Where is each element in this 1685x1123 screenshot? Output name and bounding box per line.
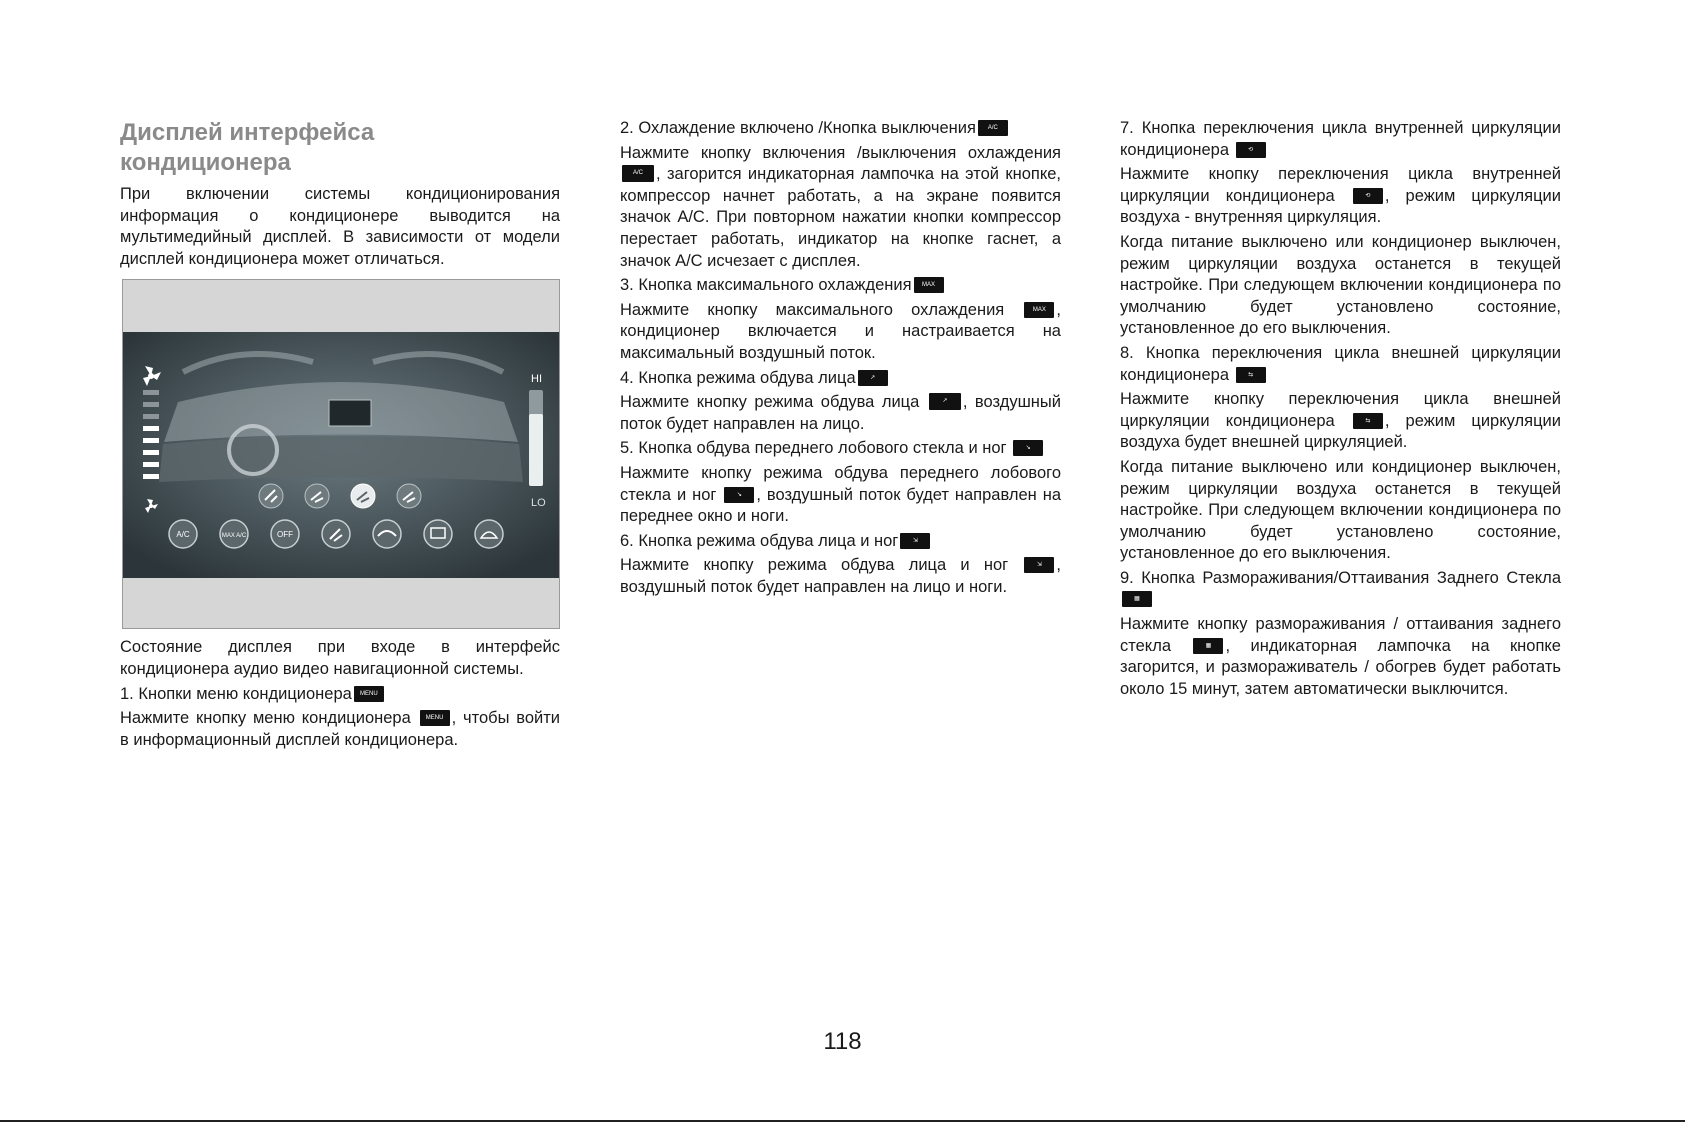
item-5-body: Нажмите кнопку режима обдува переднего лобового стекла и ног ↘ , воздушный поток будет направлен на переднее окно и ноги. <box>620 463 1061 526</box>
item-1-heading: 1. Кнопки меню кондиционера MENU <box>120 684 560 706</box>
item-7-body: Нажмите кнопку переключения цикла внутренней циркуляции кондиционера ⟲ , режим циркуляции воздуха - внутренняя циркуляция. <box>1120 165 1561 227</box>
face-feet-mode-button[interactable] <box>351 484 375 508</box>
windshield-feet-mode-button[interactable] <box>305 484 329 508</box>
rear-defrost-icon: ▦ <box>1122 591 1152 607</box>
max-ac-button-icon: MAX <box>914 277 944 293</box>
windshield-feet-mode-icon: ↘ <box>724 487 754 503</box>
left-column <box>120 118 560 754</box>
hvac-screenshot <box>122 279 560 629</box>
item-4-heading: 4. Кнопка режима обдува лица ↗ <box>620 368 1061 390</box>
item-7-heading: 7. Кнопка переключения цикла внутренней циркуляции кондиционера ⟲ <box>1120 119 1561 159</box>
ac-button-icon: A/C <box>978 120 1008 136</box>
face-feet-mode-icon: ⇲ <box>900 533 930 549</box>
outer-circulation-icon: ⇆ <box>1236 367 1266 383</box>
item-8-heading: 8. Кнопка переключения цикла внешней циркуляции кондиционера ⇆ <box>1120 343 1561 384</box>
item-9-heading: 9. Кнопка Размораживания/Оттаивания Заднего Стекла▦ <box>1120 568 1561 611</box>
max-ac-button-icon: MAX <box>1024 302 1054 318</box>
right-column <box>1120 118 1561 703</box>
windshield-feet-mode-icon: ↘ <box>1013 440 1043 456</box>
inner-circulation-icon: ⟲ <box>1353 188 1383 204</box>
rear-defrost-icon: ▦ <box>1193 638 1223 654</box>
item-3-heading: 3. Кнопка максимального охлаждения MAX <box>620 275 1061 297</box>
menu-button-icon: MENU <box>420 710 450 726</box>
item-5-heading: 5. Кнопка обдува переднего лобового стекла и ног ↘ <box>620 438 1061 460</box>
face-feet-mode-icon: ⇲ <box>1024 557 1054 573</box>
face-mode-icon: ↗ <box>929 393 961 410</box>
svg-text:OFF: OFF <box>277 530 293 540</box>
svg-text:MAX A/C: MAX A/C <box>221 533 247 540</box>
screenshot-caption: Состояние дисплея при входе в интерфейс кондиционера аудио видео навигационной системы. <box>120 638 560 678</box>
item-2-heading: 2. Охлаждение включено /Кнопка выключения A/C <box>620 118 1061 140</box>
face-mode-icon: ↗ <box>858 370 888 386</box>
item-3-body: Нажмите кнопку максимального охлаждения MAX , кондиционер включается и настраивается на максимальный воздушный поток. <box>620 300 1061 362</box>
temp-high-label: HI <box>531 373 542 386</box>
item-8-note: Когда питание выключено или кондиционер выключен, режим циркуляции воздуха останется в текущей настройке. При следующем включении кондиционера по умолчанию будет установлено состояние, установленное до его выключения. <box>1120 457 1561 563</box>
page-number: 118 <box>823 1028 862 1055</box>
front-defrost-button[interactable] <box>475 520 503 548</box>
rear-defrost-button[interactable] <box>424 520 452 548</box>
hvac-display <box>123 332 559 578</box>
face-mode-button[interactable] <box>259 484 283 508</box>
seat-heat-button[interactable] <box>322 520 350 548</box>
max-ac-button[interactable] <box>220 520 248 548</box>
item-2-body: Нажмите кнопку включения /выключения охлаждения A/C , загорится индикаторная лампочка на этой кнопке, компрессор начнет работать, а на экране появится значок A/C. При повторном нажатии кнопки компрессор перестает работать, индикатор на кнопке гаснет, а значок A/C исчезает с дисплея. <box>620 143 1061 270</box>
middle-column <box>620 118 1061 601</box>
temperature-slider-fill <box>529 414 543 486</box>
intro-paragraph: При включении системы кондиционирования информация о кондиционере выводится на мультимедийный дисплей. В зависимости от модели дисплей кондиционера может отличаться. <box>120 185 560 268</box>
off-button[interactable] <box>271 520 299 548</box>
item-8-body: Нажмите кнопку переключения цикла внешней циркуляции кондиционера ⇆ , режим циркуляции воздуха будет внешней циркуляцией. <box>1120 390 1561 452</box>
item-7-note: Когда питание выключено или кондиционер выключен, режим циркуляции воздуха останется в текущей настройке. При следующем включении кондиционера по умолчанию будет установлено состояние, установленное до его выключения. <box>1120 232 1561 338</box>
item-1-body: Нажмите кнопку меню кондиционера MENU , чтобы войти в информационный дисплей кондиционера. <box>120 709 560 749</box>
ac-button[interactable] <box>169 520 197 548</box>
svg-text:A/C: A/C <box>176 530 190 540</box>
inner-circulation-icon: ⟲ <box>1236 142 1266 158</box>
circulation-button[interactable] <box>373 520 401 548</box>
item-6-heading: 6. Кнопка режима обдува лица и ног ⇲ <box>620 531 1061 553</box>
defrost-mode-button[interactable] <box>397 484 421 508</box>
menu-button-icon: MENU <box>354 686 384 702</box>
bottom-rule <box>0 1120 1685 1122</box>
item-9-body: Нажмите кнопку размораживания / оттаивания заднего стекла ▦ , индикаторная лампочка на кнопке загорится, и размораживатель / обогрев будет работать около 15 минут, затем автоматически выключится. <box>1120 615 1561 698</box>
outer-circulation-icon: ⇆ <box>1353 413 1383 429</box>
ac-button-icon: A/C <box>622 165 654 182</box>
item-6-body: Нажмите кнопку режима обдува лица и ног ⇲ , воздушный поток будет направлен на лицо и ноги. <box>620 556 1061 596</box>
item-4-body: Нажмите кнопку режима обдува лица ↗ , воздушный поток будет направлен на лицо. <box>620 393 1061 433</box>
temp-low-label: LO <box>531 497 546 510</box>
section-title: Дисплей интерфейса кондиционера <box>120 119 375 176</box>
